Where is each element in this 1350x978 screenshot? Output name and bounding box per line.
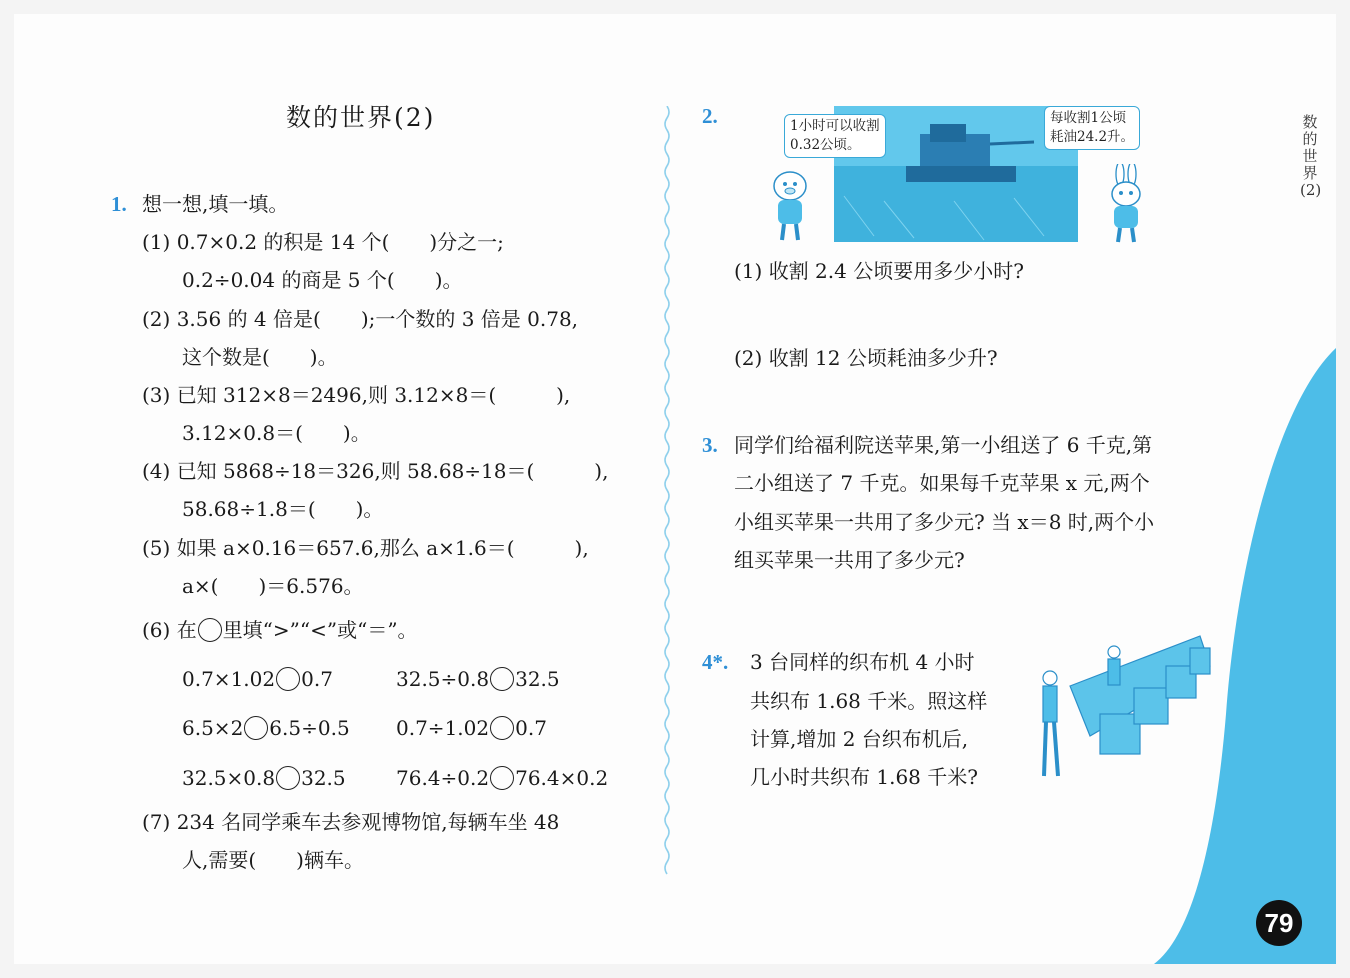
piglet-character-icon: [766, 164, 816, 244]
compare-expr: 6.5÷0.5: [269, 716, 350, 740]
compare-expr: 0.7: [301, 667, 333, 691]
question-4-number: 4*.: [702, 650, 729, 674]
compare-row-1-left: [182, 667, 333, 691]
q1-item-7a: (7) 234 名同学乘车去参观博物馆,每辆车坐 48: [142, 810, 560, 834]
q4-line-3: 计算,增加 2 台织布机后,: [750, 727, 969, 751]
compare-expr: 32.5×0.8: [182, 766, 276, 790]
q4-line-1: 3 台同样的织布机 4 小时: [750, 650, 975, 674]
compare-row-3-left: [182, 766, 346, 790]
q1-item-1b: 0.2÷0.04 的商是 5 个( )。: [182, 268, 463, 292]
q1-item-3b: 3.12×0.8＝( )。: [182, 421, 371, 445]
q4-line-2: 共织布 1.68 千米。照这样: [750, 689, 988, 713]
answer-circle[interactable]: [244, 716, 268, 740]
q3-line-3: 小组买苹果一共用了多少元? 当 x＝8 时,两个小: [734, 510, 1155, 534]
q1-item-1a: (1) 0.7×0.2 的积是 14 个( )分之一;: [142, 230, 504, 254]
speech-bubble-left: [784, 114, 886, 158]
answer-circle[interactable]: [490, 667, 514, 691]
q1-item-4b: 58.68÷1.8＝( )。: [182, 497, 384, 521]
compare-row-2-right: [396, 716, 547, 740]
bubble-text: 1小时可以收割: [790, 118, 880, 134]
page-number-badge: 79: [1256, 900, 1302, 946]
answer-circle[interactable]: [490, 766, 514, 790]
q3-line-2: 二小组送了 7 千克。如果每千克苹果 x 元,两个: [734, 471, 1150, 495]
q1-item-3a: (3) 已知 312×8＝2496,则 3.12×8＝( ),: [142, 383, 571, 407]
compare-expr: 76.4×0.2: [515, 766, 609, 790]
compare-expr: 32.5: [515, 667, 560, 691]
answer-circle[interactable]: [276, 766, 300, 790]
compare-expr: 0.7: [515, 716, 547, 740]
compare-expr: 6.5×2: [182, 716, 244, 740]
q1-item-2b: 这个数是( )。: [182, 345, 338, 369]
q1-item-5a: (5) 如果 a×0.16＝657.6,那么 a×1.6＝( ),: [142, 536, 589, 560]
answer-circle[interactable]: [276, 667, 300, 691]
loom-workers-illustration: [1030, 626, 1214, 786]
compare-row-1-right: [396, 667, 560, 691]
question-1-heading: 想一想,填一填。: [142, 192, 289, 216]
q3-line-4: 组买苹果一共用了多少元?: [734, 548, 965, 572]
workbook-page: [14, 14, 1336, 964]
question-1-number: 1.: [111, 192, 127, 216]
compare-expr: 76.4÷0.2: [396, 766, 490, 790]
q1-item-6-instruction: [142, 618, 418, 642]
bubble-text: 每收割1公顷: [1050, 110, 1127, 126]
q4-line-4: 几小时共织布 1.68 千米?: [750, 765, 978, 789]
q1-item-4a: (4) 已知 5868÷18＝326,则 58.68÷18＝( ),: [142, 459, 609, 483]
answer-circle[interactable]: [490, 716, 514, 740]
q1-item-6-prefix: (6) 在: [142, 618, 197, 642]
bubble-text: 0.32公顷。: [790, 137, 861, 153]
q2-sub-1: (1) 收割 2.4 公顷要用多少小时?: [734, 259, 1024, 283]
question-3-number: 3.: [702, 433, 718, 457]
q1-item-5b: a×( )＝6.576。: [182, 574, 364, 598]
compare-row-2-left: [182, 716, 350, 740]
compare-row-3-right: [396, 766, 608, 790]
answer-circle[interactable]: [198, 618, 222, 642]
q1-item-7b: 人,需要( )辆车。: [182, 848, 364, 872]
compare-expr: 32.5÷0.8: [396, 667, 490, 691]
rabbit-character-icon: [1098, 164, 1150, 244]
side-section-label: 数的世界(2): [1300, 113, 1322, 199]
q2-sub-2: (2) 收割 12 公顷耗油多少升?: [734, 346, 998, 370]
compare-expr: 32.5: [301, 766, 346, 790]
question-2-number: 2.: [702, 104, 718, 128]
q1-item-6-suffix: 里填“>”“<”或“＝”。: [222, 618, 418, 642]
speech-bubble-right: [1044, 106, 1140, 150]
wavy-divider: [662, 106, 672, 876]
q3-line-1: 同学们给福利院送苹果,第一小组送了 6 千克,第: [734, 433, 1153, 457]
compare-expr: 0.7×1.02: [182, 667, 276, 691]
q1-item-2a: (2) 3.56 的 4 倍是( );一个数的 3 倍是 0.78,: [142, 307, 579, 331]
bubble-text: 耗油24.2升。: [1050, 129, 1135, 145]
page-title: 数的世界(2): [286, 103, 436, 132]
compare-expr: 0.7÷1.02: [396, 716, 490, 740]
